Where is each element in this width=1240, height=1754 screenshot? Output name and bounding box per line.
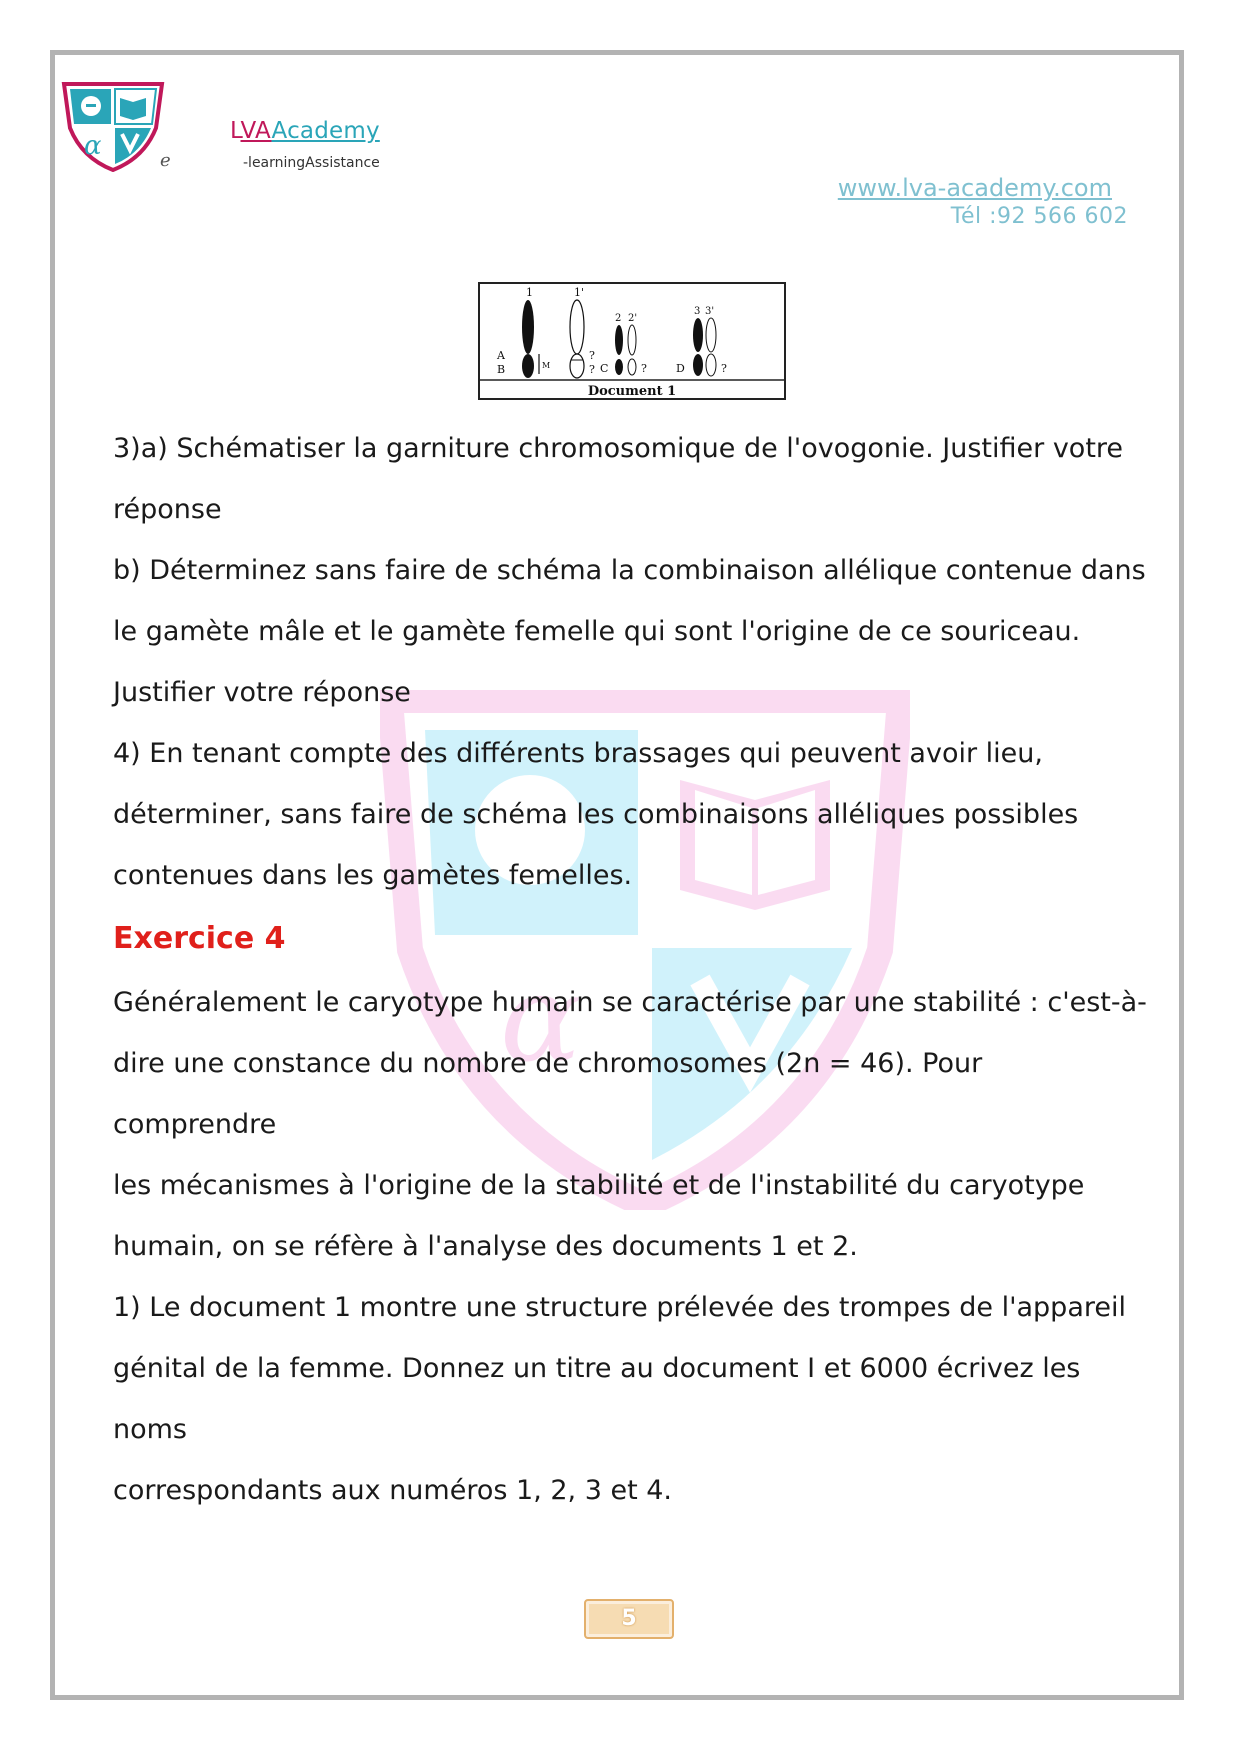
label-2-prime: 2' (628, 313, 638, 324)
chromosome-3-prime-upper (706, 318, 716, 352)
chromosome-3-prime-lower (706, 354, 716, 376)
chromosome-2-lower (615, 359, 623, 375)
question-mark-1a: ? (589, 349, 595, 362)
svg-text:α: α (84, 131, 102, 161)
label-c: C (600, 362, 609, 375)
brand-prefix: L (230, 118, 241, 144)
figure-caption: Document 1 (587, 384, 677, 399)
brand-name (230, 118, 380, 144)
text-line: 3)a) Schématiser la garniture chromosomique de l'ovogonie. Justifier votre (113, 433, 1124, 464)
question-mark-2: ? (641, 362, 647, 375)
phone-number: Tél :92 566 602 (950, 204, 1128, 229)
text-line: les mécanismes à l'origine de la stabilité et de l'instabilité du caryotype (113, 1170, 1085, 1201)
label-2: 2 (615, 313, 622, 324)
text-line: Généralement le caryotype humain se caractérise par une stabilité : c'est-à- (113, 987, 1147, 1018)
document-body (113, 418, 1153, 1521)
watermark-alpha: α (500, 950, 582, 1089)
text-line: 4) En tenant compte des différents brassages qui peuvent avoir lieu, (113, 738, 1043, 769)
text-line: le gamète mâle et le gamète femelle qui sont l'origine de ce souriceau. (113, 616, 1081, 647)
text-line: 1) Le document 1 montre une structure prélevée des trompes de l'appareil (113, 1292, 1126, 1323)
label-1: 1 (526, 286, 533, 299)
chromosome-3-upper (693, 318, 703, 352)
brand-va: VA (240, 118, 272, 144)
chromosome-2-prime-lower (628, 359, 636, 375)
label-3: 3 (694, 306, 701, 317)
text-line: déterminer, sans faire de schéma les combinaisons alléliques possibles (113, 799, 1079, 830)
text-line: correspondants aux numéros 1, 2, 3 et 4. (113, 1475, 672, 1506)
question-mark-1b: ? (589, 363, 595, 376)
brand-suffix: Academy (271, 118, 380, 144)
logo-e-mark: e (160, 150, 171, 171)
label-1-prime: 1' (574, 286, 585, 299)
text-line: contenues dans les gamètes femelles. (113, 860, 633, 891)
text-line: génital de la femme. Donnez un titre au document I et 6000 écrivez les noms (113, 1353, 1081, 1445)
label-3-prime: 3' (705, 306, 715, 317)
lva-academy-logo-icon (58, 80, 168, 172)
exercise-title: Exercice 4 (113, 921, 286, 956)
text-line: dire une constance du nombre de chromosomes (2n = 46). Pour comprendre (113, 1048, 983, 1140)
document-1-figure (478, 282, 786, 400)
label-b: B (497, 363, 506, 376)
label-a: A (497, 349, 505, 362)
label-d: D (676, 362, 685, 375)
brand-tagline: -learningAssistance (243, 155, 380, 171)
text-line: réponse (113, 494, 222, 525)
text-line: b) Déterminez sans faire de schéma la combinaison allélique contenue dans (113, 555, 1146, 586)
website-link[interactable]: www.lva-academy.com (837, 174, 1112, 202)
text-line: humain, on se réfère à l'analyse des documents 1 et 2. (113, 1231, 858, 1262)
chromosome-2-upper (615, 325, 623, 355)
chromosome-1-lower (522, 354, 534, 378)
page-number: 5 (584, 1599, 674, 1639)
text-line: Justifier votre réponse (113, 677, 411, 708)
question-mark-3: ? (721, 362, 727, 375)
chromosome-1-prime-upper (570, 300, 584, 354)
chromosome-1-upper (522, 300, 534, 354)
chromosome-2-prime-upper (628, 325, 636, 355)
chromosome-3-lower (693, 354, 703, 376)
label-m: M (542, 361, 551, 370)
chromosome-1-prime-lower (570, 354, 584, 378)
